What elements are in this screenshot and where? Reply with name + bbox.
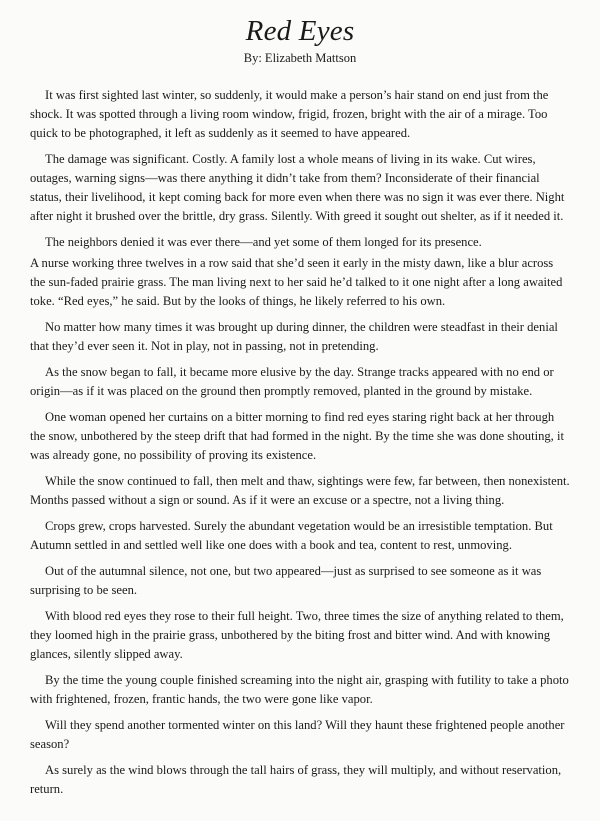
paragraph: It was first sighted last winter, so suddenly, it would make a person’s hair stand on end just from the shock. It was spotted through a living room window, frigid, frozen, bright with the air of a mirage. Too quick to be photographed, it left as suddenly as it seemed to have appeared. — [30, 88, 549, 140]
paragraph: As surely as the wind blows through the tall hairs of grass, they will multiply, and without reservation, return. — [30, 763, 562, 796]
paragraph: Will they spend another tormented winter on this land? Will they haunt these frightened people another season? — [30, 718, 565, 751]
paragraph: Crops grew, crops harvested. Surely the abundant vegetation would be an irresistible temptation. But Autumn settled in and settled well like one does with a book and tea, content to rest, unmoving. — [30, 519, 553, 552]
paragraph: With blood red eyes they rose to their full height. Two, three times the size of anything related to them, they loomed high in the prairie grass, unbothered by the biting frost and bitter wind. And with knowing glances, silently slipped away. — [30, 609, 564, 661]
paragraph: Out of the autumnal silence, not one, but two appeared—just as surprised to see someone as it was surprising to be seen. — [30, 564, 542, 597]
story-body — [30, 86, 570, 799]
paragraph: The damage was significant. Costly. A family lost a whole means of living in its wake. Cut wires, outages, warning signs—was there anything it didn’t take from them? Inconsiderate of their financial status, their livelihood, it kept coming back for more even when there was no sign it was ever there. Night after night it brushed over the brittle, dry grass. Silently. With greed it sought out shelter, as if it needed it. — [30, 152, 565, 223]
paragraph: By the time the young couple finished screaming into the night air, grasping with futility to take a photo with frightened, frozen, frantic hands, the two were gone like vapor. — [30, 673, 569, 706]
paragraph: No matter how many times it was brought up during dinner, the children were steadfast in their denial that they’d ever seen it. Not in play, not in passing, not in pretending. — [30, 320, 558, 353]
paragraph: As the snow began to fall, it became more elusive by the day. Strange tracks appeared with no end or origin—as if it was placed on the ground then promptly removed, planted in the ground by mistake. — [30, 365, 554, 398]
document-title: Red Eyes — [245, 15, 355, 47]
author-byline: By: Elizabeth Mattson — [243, 51, 357, 65]
paragraph: While the snow continued to fall, then melt and thaw, sightings were few, far between, then nonexistent. Months passed without a sign or sound. As if it were an excuse or a spectre, not a living thing. — [30, 474, 570, 507]
paragraph: The neighbors denied it was ever there—and yet some of them longed for its presence. — [45, 235, 482, 249]
paragraph: A nurse working three twelves in a row said that she’d seen it early in the misty dawn, like a blur across the sun-faded prairie grass. The man living next to her said he’d talked to it one night after a long awaited toke. “Red eyes,” he said. But by the looks of things, he likely referred to his own. — [30, 256, 563, 308]
paragraph: One woman opened her curtains on a bitter morning to find red eyes staring right back at her through the snow, unbothered by the steep drift that had formed in the night. By the time she was done shouting, it was already gone, no possibility of proving its existence. — [30, 410, 564, 462]
